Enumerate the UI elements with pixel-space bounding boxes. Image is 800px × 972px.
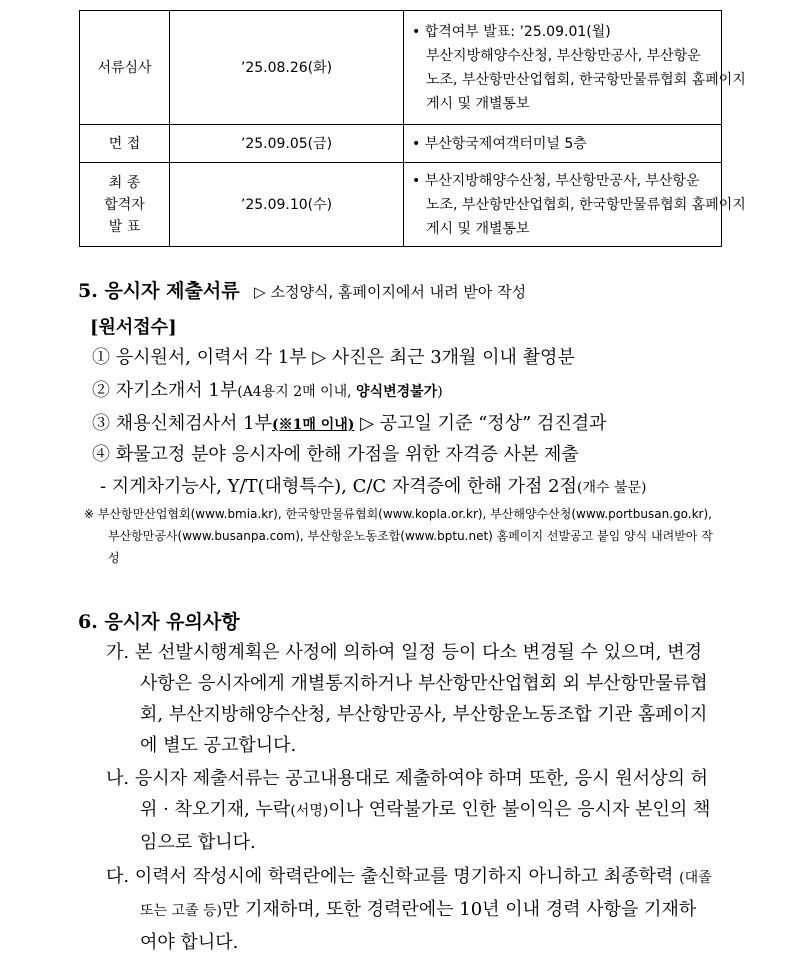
caution-na-b: 이나 연락불가로 인한 불이익은 응시자 본인의 책임으로 합니다. — [140, 799, 711, 853]
document-item-4: ④ 화물고정 분야 응시자에 한해 가점을 위한 자격증 사본 제출 — [92, 444, 579, 465]
detail-cell — [404, 163, 746, 247]
document-item-2 — [92, 376, 443, 402]
table-row — [80, 11, 722, 125]
detail-line: 게시 및 개별통보 — [426, 220, 530, 237]
footnote-text: ※ 부산항만산업협회(www.bmia.kr), 한국항만물류협회(www.kopla.or.kr), 부산해양수산청(www.portbusan.go.kr), 부산항만공사(www.busanpa.com), 부산항운노동조합(www.bptu.net) 홈페이지 선발공고 붙임 양식 내려받아 작성 — [84, 507, 713, 565]
license-bonus-line — [100, 472, 647, 498]
detail-line: • 부산지방해양수산청, 부산항만공사, 부산항운 — [412, 172, 700, 189]
stage-cell: 서류심사 — [80, 11, 170, 125]
date-cell: ’25.09.05(금) — [170, 125, 404, 163]
item-2-main: ② 자기소개서 1부 — [92, 380, 238, 401]
license-bonus-main: - 지게차기능사, Y/T(대형특수), C/C 자격증에 한해 가점 2점 — [100, 476, 578, 497]
table-row — [80, 163, 722, 247]
caution-item-ga — [106, 637, 712, 761]
section-6-title: 6. 응시자 유의사항 — [78, 611, 240, 633]
caution-na-a: 나. 응시자 제출서류는 공고내용대로 제출하여야 하며 또한, 응시 원서상의 허위 · 착오기재, 누락 — [106, 768, 708, 820]
stage-line: 발 표 — [108, 218, 141, 235]
document-item-1: ① 응시원서, 이력서 각 1부 ▷ 사진은 최근 3개월 이내 촬영분 — [92, 347, 575, 368]
item-3-rest: ▷ 공고일 기준 “정상” 검진결과 — [354, 413, 607, 434]
item-2-note-bold: 양식변경불가 — [356, 384, 438, 400]
section-5-note: ▷ 소정양식, 홈페이지에서 내려 받아 작성 — [254, 283, 527, 301]
item-3-underlined: (※1매 이내) — [272, 417, 355, 433]
section-5-heading — [78, 276, 526, 303]
stage-line: 최 종 — [108, 174, 141, 191]
stage-cell: 면 접 — [80, 125, 170, 163]
caution-da-a: 다. 이력서 작성시에 학력란에는 출신학교를 명기하지 아니하고 최종학력 — [106, 866, 680, 887]
detail-line: • 합격여부 발표: ’25.09.01(월) — [412, 23, 611, 40]
section-6-heading — [78, 607, 240, 634]
footnote — [84, 503, 724, 569]
detail-line: 노조, 부산항만산업협회, 한국항만물류협회 홈페이지 — [426, 196, 746, 213]
caution-da-text — [106, 861, 712, 958]
stage-cell — [80, 163, 170, 247]
caution-item-na — [106, 763, 712, 858]
item-2-note-open: (A4용지 2매 이내, — [237, 384, 357, 400]
document-item-3 — [92, 409, 607, 435]
section-5-title: 5. 응시자 제출서류 — [78, 280, 240, 302]
caution-ga-text: 가. 본 선발시행계획은 사정에 의하여 일정 등이 다소 변경될 수 있으며, 변경사항은 응시자에게 개별통지하거나 부산항만산업협회 외 부산항만물류협회, 부산지방해양수산청, 부산항만공사, 부산항운노동조합 기관 홈페이지에 별도 공고합니다. — [106, 642, 708, 756]
caution-da-b: 만 기재하며, 또한 경력란에는 10년 이내 경력 사항을 기재하여야 합니다. — [140, 899, 697, 953]
detail-cell — [404, 125, 722, 163]
schedule-table — [79, 10, 746, 247]
detail-cell — [404, 11, 746, 125]
stage-line: 합격자 — [104, 196, 145, 213]
detail-line: 노조, 부산항만산업협회, 한국항만물류협회 홈페이지 — [426, 71, 746, 88]
caution-na-text — [106, 763, 712, 858]
license-bonus-note: (개수 불문) — [577, 480, 647, 496]
caution-na-small: (서명) — [290, 803, 329, 819]
item-2-note-close: ) — [437, 384, 443, 400]
table-row — [80, 125, 722, 163]
detail-line: • 부산항국제여객터미널 5층 — [412, 135, 587, 152]
caution-item-da — [106, 861, 712, 958]
date-cell: ’25.09.10(수) — [170, 163, 404, 247]
subtitle-application: [원서접수] — [90, 317, 177, 338]
detail-line: 게시 및 개별통보 — [426, 95, 530, 112]
item-3-main: ③ 채용신체검사서 1부 — [92, 413, 272, 434]
detail-line: 부산지방해양수산청, 부산항만공사, 부산항운 — [426, 47, 701, 64]
caution-da-small: (대졸 또는 고졸 등) — [140, 870, 712, 919]
date-cell: ’25.08.26(화) — [170, 11, 404, 125]
